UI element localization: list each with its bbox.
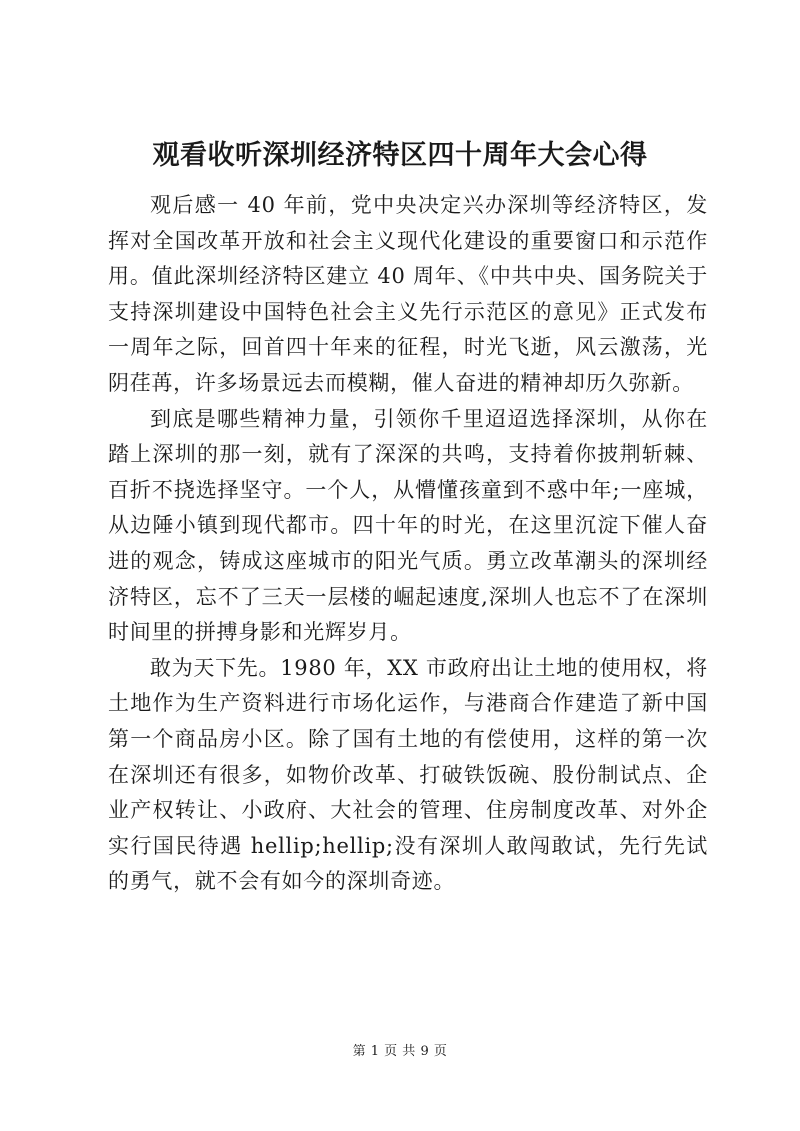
paragraph-1: 观后感一 40 年前，党中央决定兴办深圳等经济特区，发挥对全国改革开放和社会主义现代化建设的重要窗口和示范作用。值此深圳经济特区建立 40 周年、《中共中央、国务院关于支持深圳建设中国特色社会主义先行示范区的意见》正式发布一周年之际，回首四十年来的征程，时光飞逝，风云激荡，光阴荏苒，许多场景远去而模糊，催人奋进的精神却历久弥新。 [108, 193, 708, 395]
paragraph-3: 敢为天下先。1980 年，XX 市政府出让土地的使用权，将土地作为生产资料进行市场化运作，与港商合作建造了新中国第一个商品房小区。除了国有土地的有偿使用，这样的第一次在深圳还有很多，如物价改革、打破铁饭碗、股份制试点、企业产权转让、小政府、大社会的管理、住房制度改革、对外企实行国民待遇 hellip;hellip;没有深圳人敢闯敢试，先行先试的勇气，就不会有如今的深圳奇迹。 [108, 655, 708, 894]
page-number-footer: 第 1 页 共 9 页 [352, 1044, 448, 1059]
paragraph-2: 到底是哪些精神力量，引领你千里迢迢选择深圳，从你在踏上深圳的那一刻，就有了深深的共鸣，支持着你披荆斩棘、百折不挠选择坚守。一个人，从懵懂孩童到不惑中年;一座城，从边陲小镇到现代都市。四十年的时光，在这里沉淀下催人奋进的观念，铸成这座城市的阳光气质。勇立改革潮头的深圳经济特区，忘不了三天一层楼的崛起速度,深圳人也忘不了在深圳时间里的拼搏身影和光辉岁月。 [108, 406, 708, 645]
document-body [108, 188, 708, 900]
document-title: 观看收听深圳经济特区四十周年大会心得 [152, 140, 648, 171]
